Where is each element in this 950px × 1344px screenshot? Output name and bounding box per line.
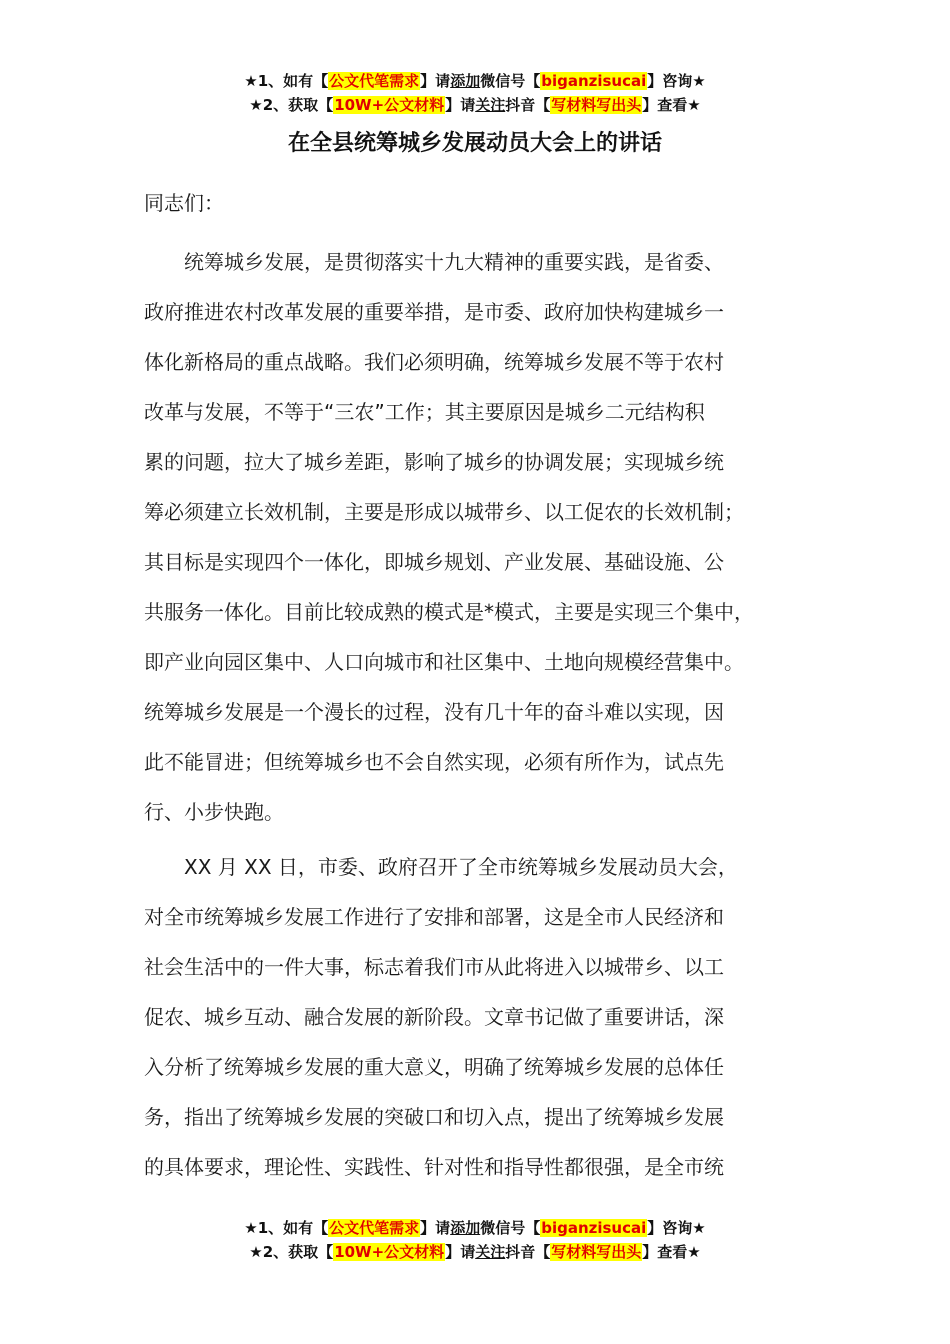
document-title: 在全县统筹城乡发展动员大会上的讲话 bbox=[287, 131, 662, 156]
text-line: 行、小步快跑。 bbox=[144, 800, 284, 824]
paragraph-2 bbox=[144, 850, 834, 1200]
banner-wechat-id: biganzisucai bbox=[541, 1219, 647, 1237]
text-line: 统筹城乡发展，是贯彻落实十九大精神的重要实践，是省委、 bbox=[184, 250, 724, 274]
text-line: 务，指出了统筹城乡发展的突破口和切入点，提出了统筹城乡发展 bbox=[144, 1105, 724, 1129]
banner-line-1 bbox=[0, 1216, 950, 1240]
banner-underline: 关注 bbox=[475, 1243, 506, 1261]
banner-underline: 关注 bbox=[475, 96, 506, 114]
banner-line-2 bbox=[0, 93, 950, 117]
text-line: 入分析了统筹城乡发展的重大意义，明确了统筹城乡发展的总体任 bbox=[144, 1055, 724, 1079]
banner-highlight: 公文代笔需求 bbox=[329, 1219, 420, 1237]
banner-text: 】查看★ bbox=[642, 1243, 701, 1261]
banner-underline: 添加 bbox=[450, 72, 481, 90]
banner-text: 抖音【 bbox=[505, 1243, 551, 1261]
text-line: 对全市统筹城乡发展工作进行了安排和部署，这是全市人民经济和 bbox=[144, 905, 724, 929]
text-line: 筹必须建立长效机制，主要是形成以城带乡、以工促农的长效机制； bbox=[144, 500, 744, 524]
banner-text: 】查看★ bbox=[642, 96, 701, 114]
banner-text: 】请 bbox=[445, 96, 476, 114]
banner-text: 抖音【 bbox=[505, 96, 551, 114]
banner-line-2 bbox=[0, 1240, 950, 1264]
text-line: 社会生活中的一件大事，标志着我们市从此将进入以城带乡、以工 bbox=[144, 955, 724, 979]
banner-text: 】咨询★ bbox=[647, 1219, 706, 1237]
paragraph-1 bbox=[144, 245, 834, 845]
text-line: 改革与发展，不等于“三农”工作；其主要原因是城乡二元结构积 bbox=[144, 400, 705, 424]
text-line: 统筹城乡发展是一个漫长的过程，没有几十年的奋斗难以实现，因 bbox=[144, 700, 724, 724]
text-line: 累的问题，拉大了城乡差距，影响了城乡的协调发展；实现城乡统 bbox=[144, 450, 724, 474]
text-line: 此不能冒进；但统筹城乡也不会自然实现，必须有所作为，试点先 bbox=[144, 750, 724, 774]
text-line: XX 月 XX 日，市委、政府召开了全市统筹城乡发展动员大会， bbox=[184, 855, 738, 879]
banner-highlight: 10W+公文材料 bbox=[334, 96, 445, 114]
banner-text: 】请 bbox=[420, 72, 451, 90]
banner-underline: 添加 bbox=[450, 1219, 481, 1237]
text-line: 共服务一体化。目前比较成熟的模式是*模式，主要是实现三个集中， bbox=[144, 600, 754, 624]
banner-line-1 bbox=[0, 69, 950, 93]
text-line: 促农、城乡互动、融合发展的新阶段。文章书记做了重要讲话，深 bbox=[144, 1005, 724, 1029]
banner-highlight: 公文代笔需求 bbox=[329, 72, 420, 90]
banner-douyin-id: 写材料写出头 bbox=[551, 96, 642, 114]
banner-wechat-id: biganzisucai bbox=[541, 72, 647, 90]
banner-text: 微信号【 bbox=[480, 72, 541, 90]
banner-text: 】咨询★ bbox=[647, 72, 706, 90]
text-line: 即产业向园区集中、人口向城市和社区集中、土地向规模经营集中。 bbox=[144, 650, 744, 674]
banner-text: 微信号【 bbox=[480, 1219, 541, 1237]
banner-text: 】请 bbox=[420, 1219, 451, 1237]
text-line: 体化新格局的重点战略。我们必须明确，统筹城乡发展不等于农村 bbox=[144, 350, 724, 374]
salutation: 同志们： bbox=[144, 191, 224, 215]
banner-text: ★2、获取【 bbox=[249, 96, 334, 114]
banner-text: 】请 bbox=[445, 1243, 476, 1261]
bottom-banner bbox=[0, 1216, 950, 1264]
banner-text: ★2、获取【 bbox=[249, 1243, 334, 1261]
banner-text: ★1、如有【 bbox=[244, 72, 329, 90]
text-line: 其目标是实现四个一体化，即城乡规划、产业发展、基础设施、公 bbox=[144, 550, 724, 574]
banner-highlight: 10W+公文材料 bbox=[334, 1243, 445, 1261]
top-banner bbox=[0, 69, 950, 117]
text-line: 政府推进农村改革发展的重要举措，是市委、政府加快构建城乡一 bbox=[144, 300, 724, 324]
banner-douyin-id: 写材料写出头 bbox=[551, 1243, 642, 1261]
text-line: 的具体要求，理论性、实践性、针对性和指导性都很强，是全市统 bbox=[144, 1155, 724, 1179]
banner-text: ★1、如有【 bbox=[244, 1219, 329, 1237]
